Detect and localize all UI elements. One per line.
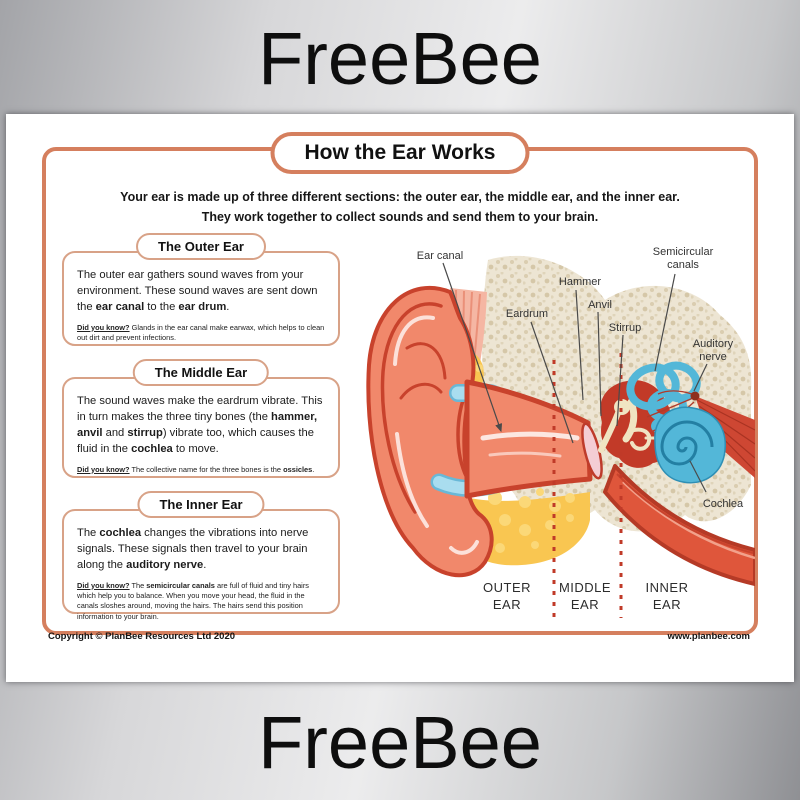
label-semicircular-canals-2: canals xyxy=(667,259,699,271)
page-title: How the Ear Works xyxy=(271,132,530,174)
label-ear-canal: Ear canal xyxy=(416,250,464,262)
website-text: www.planbee.com xyxy=(667,631,750,642)
intro-line-2: They work together to collect sounds and send them to your brain. xyxy=(201,210,599,224)
intro-line-1: Your ear is made up of three different sections: the outer ear, the middle ear, and the inner ear. xyxy=(120,190,680,204)
middle-ear-body: The sound waves make the eardrum vibrate. This in turn makes the three tiny bones (the hammer, anvil and stirrup) vibrate too, which causes the fluid in the cochlea to move. xyxy=(77,395,323,455)
cochlea-shape xyxy=(655,407,725,483)
zone-middle-ear-2: EAR xyxy=(570,597,600,612)
label-auditory-nerve-2: nerve xyxy=(699,351,727,363)
ear-diagram xyxy=(355,230,755,630)
label-stirrup: Stirrup xyxy=(608,322,642,334)
label-semicircular-canals: Semicircular xyxy=(652,246,714,258)
copyright-text: Copyright © PlanBee Resources Ltd 2020 xyxy=(48,631,236,642)
inner-ear-box-title: The Inner Ear xyxy=(137,491,264,518)
freebee-banner-bottom: FreeBee xyxy=(258,701,542,784)
outer-ear-fact: Did you know? Glands in the ear canal make earwax, which helps to clean out dirt and prevent infections. xyxy=(77,322,325,343)
freebee-banner-top: FreeBee xyxy=(258,17,542,100)
intro-text xyxy=(6,187,794,227)
zone-outer-ear-2: EAR xyxy=(492,597,522,612)
zone-inner-ear: INNER xyxy=(645,580,689,595)
zone-middle-ear: MIDDLE xyxy=(558,580,612,595)
middle-ear-fact: Did you know? The collective name for the three bones is the ossicles. xyxy=(77,464,315,474)
middle-ear-box xyxy=(62,365,340,478)
outer-ear-box xyxy=(62,239,340,346)
zone-inner-ear-2: EAR xyxy=(652,597,682,612)
middle-ear-box-title: The Middle Ear xyxy=(133,359,269,386)
zone-outer-ear: OUTER xyxy=(483,580,531,595)
outer-ear-body: The outer ear gathers sound waves from your environment. These sound waves are sent down the ear canal to the ear drum. xyxy=(77,269,318,313)
outer-ear-box-title: The Outer Ear xyxy=(136,233,266,260)
inner-ear-body: The cochlea changes the vibrations into nerve signals. These signals then travel to your brain along the auditory nerve. xyxy=(77,527,309,571)
poster-footer xyxy=(48,631,750,642)
inner-ear-fact: Did you know? The semicircular canals are full of fluid and tiny hairs which help you to balance. When you move your head, the fluid in the canals sloshes around, moving the hairs. The hairs send this position information to your brain. xyxy=(77,580,309,621)
poster xyxy=(6,114,794,682)
label-anvil: Anvil xyxy=(588,299,612,311)
label-eardrum: Eardrum xyxy=(505,308,549,320)
inner-ear-box xyxy=(62,497,340,621)
label-hammer: Hammer xyxy=(558,276,602,288)
label-auditory-nerve: Auditory xyxy=(692,338,734,350)
label-cochlea: Cochlea xyxy=(702,498,744,510)
